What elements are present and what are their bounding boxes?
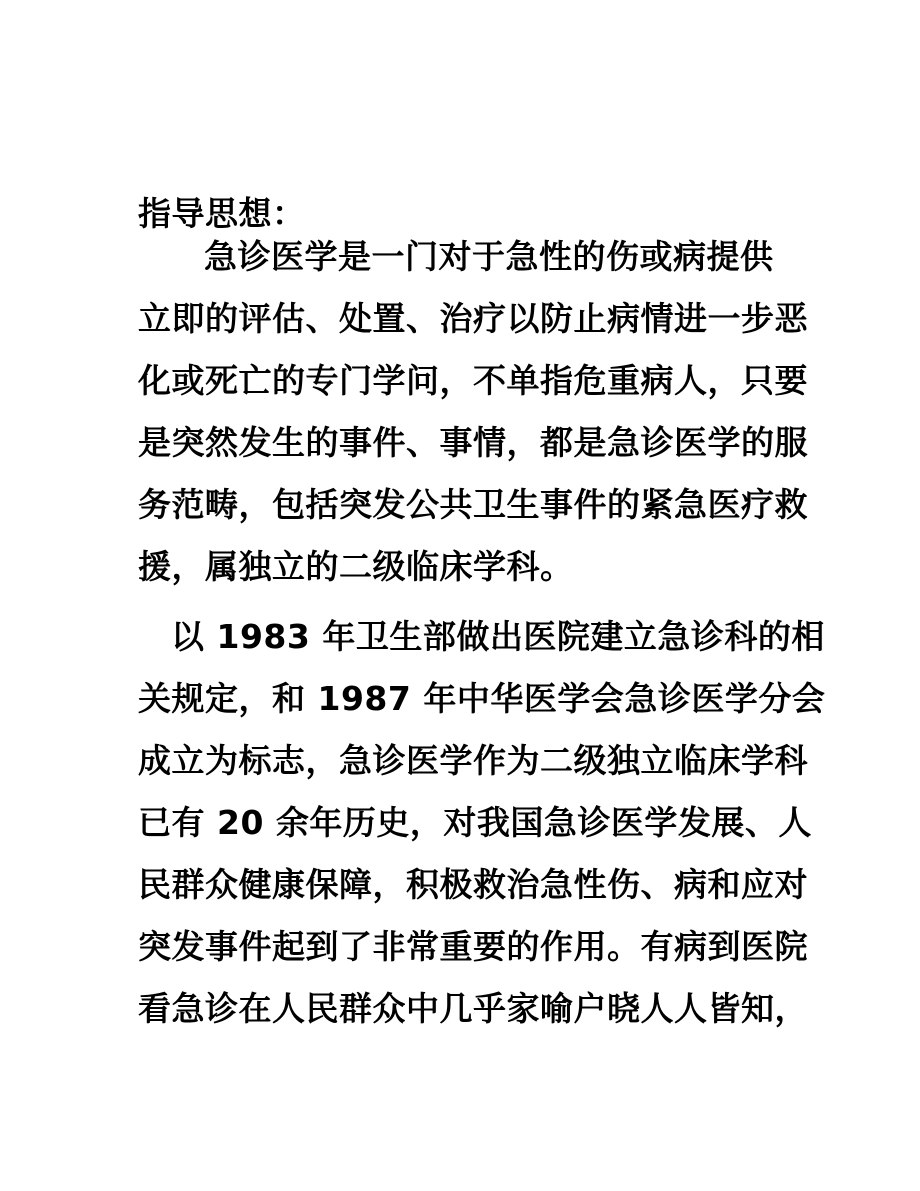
section-heading: 指导思想： (138, 194, 306, 233)
paragraph-2-line-2: 关规定，和 1987 年中华医学会急诊医学分会 (138, 679, 826, 718)
paragraph-2-line-4: 已有 20 余年历史，对我国急诊医学发展、人 (138, 803, 812, 842)
paragraph-1-line-4: 是突然发生的事件、事情，都是急诊医学的服 (138, 423, 808, 462)
paragraph-1-line-5: 务范畴，包括突发公共卫生事件的紧急医疗救 (138, 485, 808, 524)
paragraph-2-line-7: 看急诊在人民群众中几乎家喻户晓人人皆知， (138, 989, 808, 1028)
paragraph-2-line-1: 以 1983 年卫生部做出医院建立急诊科的相 (171, 617, 825, 656)
paragraph-1-line-1: 急诊医学是一门对于急性的伤或病提供 (204, 237, 774, 276)
paragraph-2-line-6: 突发事件起到了非常重要的作用。有病到医院 (138, 927, 808, 966)
paragraph-1-line-2: 立即的评估、处置、治疗以防止病情进一步恶 (138, 299, 808, 338)
paragraph-1-line-6: 援，属独立的二级临床学科。 (138, 547, 574, 586)
paragraph-1-line-3: 化或死亡的专门学问，不单指危重病人，只要 (138, 361, 808, 400)
paragraph-2-line-5: 民群众健康保障，积极救治急性伤、病和应对 (138, 865, 808, 904)
paragraph-2-line-3: 成立为标志，急诊医学作为二级独立临床学科 (138, 741, 808, 780)
